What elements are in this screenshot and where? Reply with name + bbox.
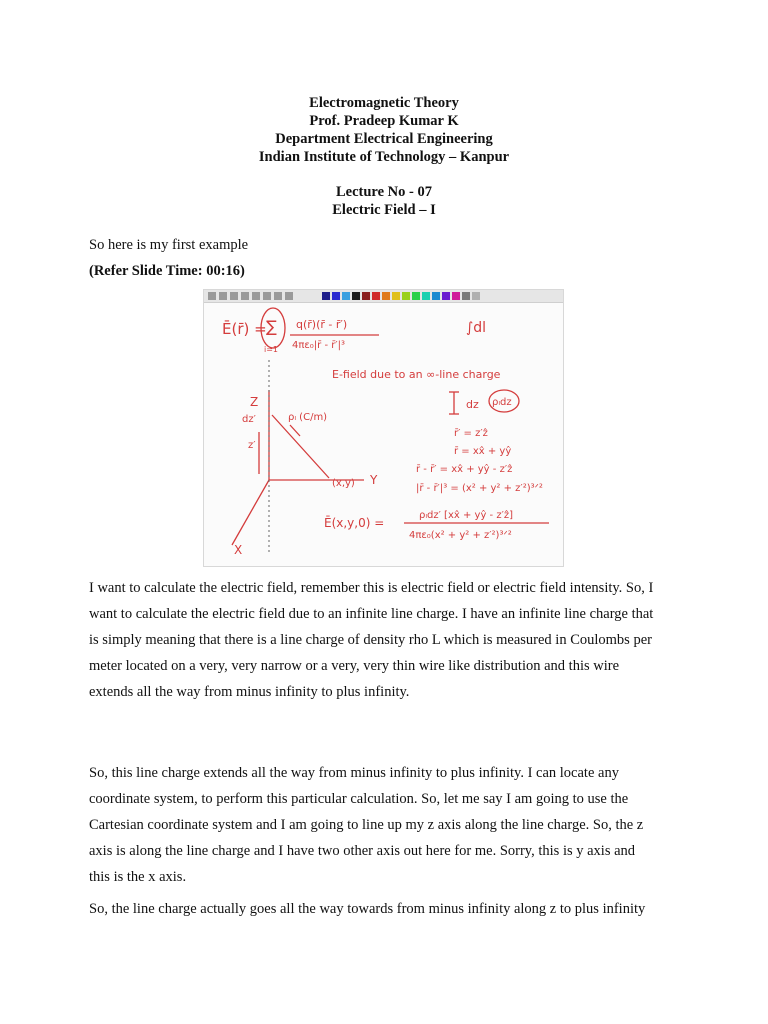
lecture-title: Electric Field – I	[332, 202, 436, 218]
title-block	[0, 94, 768, 166]
paragraph-1-line-5: extends all the way from minus infinity to plus infinity.	[89, 684, 410, 700]
intro-text: So here is my first example	[89, 237, 249, 253]
integral-dl: ∫dl	[466, 320, 487, 336]
eq1-lhs: Ē(r̄) =	[222, 320, 267, 338]
paragraph-3	[89, 896, 680, 922]
sum-index: i=1	[264, 345, 279, 354]
paragraph-2	[89, 760, 680, 890]
ink-text	[222, 317, 543, 557]
paragraph-1-line-2: want to calculate the electric field due to an infinite line charge. I have an infinite line charge that	[89, 606, 654, 622]
paragraph-1-line-3: is simply meaning that there is a line charge of density rho L which is measured in Coulombs per	[89, 632, 652, 648]
xy-point-label: (x,y)	[332, 478, 355, 489]
diff-eq: r̄ - r̄′ = xx̂ + yŷ - z′ẑ	[416, 464, 513, 475]
slide-drawing	[204, 290, 564, 567]
rhodz-label: ρₗdz	[492, 397, 512, 408]
paragraph-2-line-2: coordinate system, to perform this particular calculation. So, let me say I am going to use the	[89, 791, 629, 807]
slide-caption: E-field due to an ∞-line charge	[332, 368, 501, 381]
axis-z-label: Z	[250, 395, 259, 409]
lecture-number: Lecture No - 07	[336, 184, 432, 200]
paragraph-2-line-4: axis is along the line charge and I have two other axis out here for me. Sorry, this is y axis and	[89, 843, 636, 859]
paragraph-1-line-1: I want to calculate the electric field, remember this is electric field or electric field intensity. So, I	[89, 580, 654, 596]
eq1-numerator: q(r̄)(r̄ - r̄′)	[296, 318, 348, 331]
eq2-lhs: Ē(x,y,0) =	[324, 516, 385, 530]
magnitude-eq: |r̄ - r̄′|³ = (x² + y² + z′²)³ᐟ²	[416, 483, 543, 494]
rho-label: ρₗ (C/m)	[288, 412, 328, 423]
zprime-label: z′	[248, 440, 256, 451]
rho-arrow	[290, 425, 300, 436]
field-vector	[272, 415, 329, 478]
paragraph-1	[89, 575, 680, 705]
sum-symbol: ∑	[266, 317, 277, 336]
dz-label: dz	[466, 398, 479, 411]
eq2-numerator: ρₗdz′ [xx̂ + yŷ - z′ẑ]	[419, 510, 513, 521]
institute-name: Indian Institute of Technology – Kanpur	[258, 149, 510, 165]
r-eq: r̄ = xx̂ + yŷ	[454, 446, 512, 457]
department-name: Department Electrical Engineering	[275, 131, 493, 147]
rprime-eq: r̄′ = z′ẑ	[454, 428, 488, 439]
paragraph-3-line-1: So, the line charge actually goes all the way towards from minus infinity along z to plus infinity	[89, 901, 646, 917]
dzprime-label: dz′	[242, 414, 256, 425]
course-title: Electromagnetic Theory	[309, 95, 459, 111]
refer-slide-time: (Refer Slide Time: 00:16)	[89, 263, 245, 279]
eq1-denominator: 4πε₀|r̄ - r̄′|³	[292, 340, 346, 351]
x-axis	[232, 480, 269, 545]
paragraph-2-line-1: So, this line charge extends all the way from minus infinity to plus infinity. I can locate any	[89, 765, 619, 781]
axis-y-label: Y	[370, 473, 378, 487]
slide-image	[203, 289, 564, 567]
paragraph-2-line-3: Cartesian coordinate system and I am going to line up my z axis along the line charge. So, the z	[89, 817, 644, 833]
axis-x-label: X	[234, 543, 243, 557]
paragraph-1-line-4: meter located on a very, very narrow or a very, very thin wire like distribution and this wire	[89, 658, 620, 674]
paragraph-2-line-5: this is the x axis.	[89, 869, 187, 885]
lecture-block	[0, 183, 768, 219]
professor-name: Prof. Pradeep Kumar K	[309, 113, 459, 129]
eq2-denominator: 4πε₀(x² + y² + z′²)³ᐟ²	[409, 530, 512, 541]
